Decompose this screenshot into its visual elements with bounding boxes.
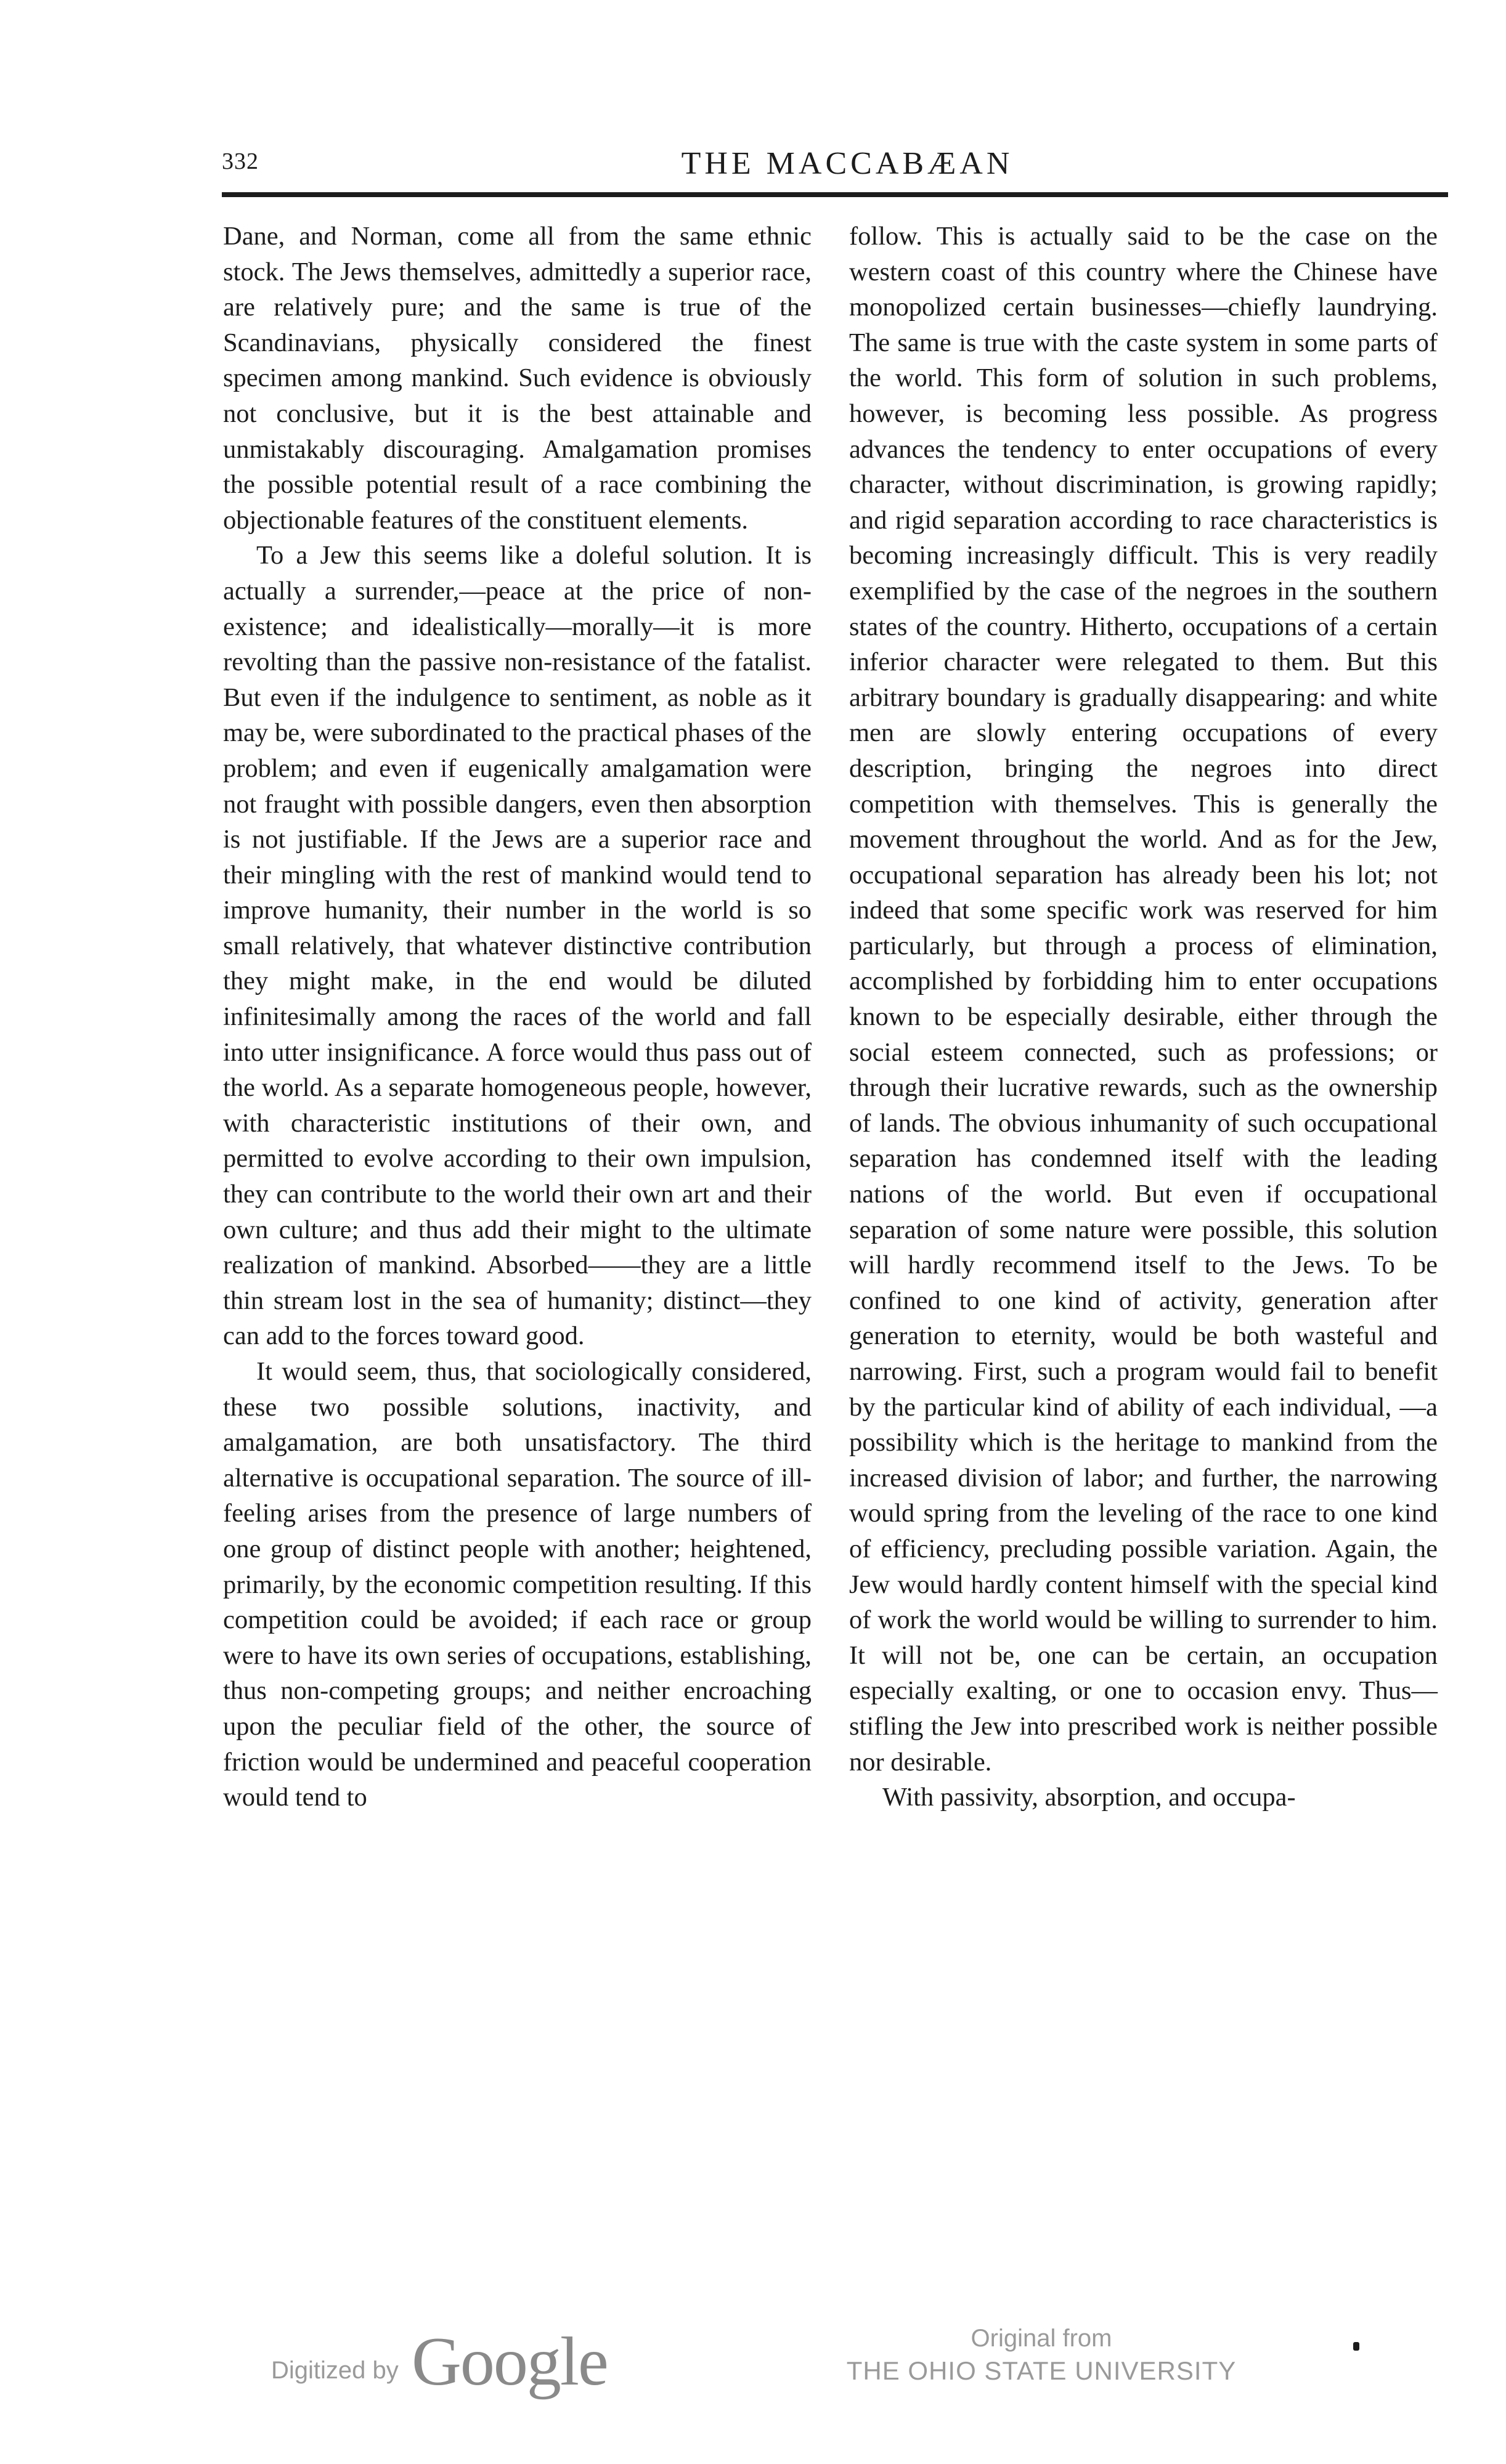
right-column (849, 219, 1438, 1815)
digitized-label: Digitized by (271, 2357, 399, 2384)
original-label: Original from (971, 2325, 1112, 2352)
ink-mark (1353, 2342, 1359, 2351)
running-header (222, 145, 1448, 195)
original-from-watermark (826, 2322, 1257, 2388)
paragraph: It would seem, thus, that sociologically considered, these two possible solutions, inactivity, and amalgamation, are both unsatisfactory. The third alternative is occupational separation. The source of ill-feeling arises from the presence of large numbers of one group of distinct people with another; heightened, primarily, by the economic competition resulting. If this competition could be avoided; if each race or group were to have its own series of occupations, establishing, thus non-competing groups; and neither encroaching upon the peculiar field of the other, the source of friction would be undermined and peaceful cooperation would tend to (223, 1357, 812, 1812)
original-institution: THE OHIO STATE UNIVERSITY (846, 2356, 1237, 2385)
left-column (223, 219, 812, 1815)
digitized-by-watermark (271, 2322, 616, 2400)
paragraph: follow. This is actually said to be the case on the western coast of this country where the Chinese have monopolized certain businesses—chiefly laundrying. The same is true with the caste system in some parts of the world. This form of solution in such problems, however, is becoming less possible. As progress advances the tendency to enter occupations of every character, without discrimination, is growing rapidly; and rigid separation according to race characteristics is becoming increasingly difficult. This is very readily exemplified by the case of the negroes in the southern states of the country. Hitherto, occupations of a certain inferior character were relegated to them. But this arbitrary boundary is gradually disappearing: and white men are slowly entering occupations of every description, bringing the negroes into direct competition with themselves. This is generally the movement throughout the world. And as for the Jew, occupational separation has already been his lot; not indeed that some specific work was reserved for him particularly, but through a process of elimination, accomplished by forbidding him to enter occupations known to be especially desirable, either through the social esteem connected, such as professions; or through their lucrative rewards, such as the ownership of lands. The obvious inhumanity of such occupational separation has condemned itself with the leading nations of the world. But even if occupational separation of some nature were possible, this solution will hardly recommend itself to the Jews. To be confined to one kind of activity, generation after generation to eternity, would be both wasteful and narrowing. First, such a program would fail to benefit by the particular kind of ability of each individual, —a possibility which is the heritage to mankind from the increased division of labor; and further, the narrowing would spring from the leveling of the race to one kind of efficiency, precluding possible variation. Again, the Jew would hardly content himself with the special kind of work the world would be willing to surrender to him. It will not be, one can be certain, an occupation especially exalting, or one to occasion envy. Thus—stifling the Jew into prescribed work is neither possible nor desirable. (849, 222, 1438, 1777)
paragraph: With passivity, absorption, and occupa- (882, 1783, 1296, 1812)
google-logo: Google (412, 2324, 608, 2400)
paragraph: To a Jew this seems like a doleful solution. It is actually a surrender,—peace at the price of non-existence; and idealistically—morally—it is more revolting than the passive non-resistance of the fatalist. But even if the indulgence to sentiment, as noble as it may be, were subordinated to the practical phases of the problem; and even if eugenically amalgamation were not fraught with possible dangers, even then absorption is not justifiable. If the Jews are a superior race and their mingling with the rest of mankind would tend to improve humanity, their number in the world is so small relatively, that whatever distinctive contribution they might make, in the end would be diluted infinitesimally among the races of the world and fall into utter insignificance. A force would thus pass out of the world. As a separate homogeneous people, however, with characteristic institutions of their own, and permitted to evolve according to their own impulsion, they can contribute to the world their own art and their own culture; and thus add their might to the ultimate realization of mankind. Absorbed——they are a little thin stream lost in the sea of humanity; distinct—they can add to the forces toward good. (223, 541, 812, 1351)
paragraph: Dane, and Norman, come all from the same ethnic stock. The Jews themselves, admittedly a superior race, are relatively pure; and the same is true of the Scandinavians, physically considered the finest specimen among mankind. Such evidence is obviously not conclusive, but it is the best attainable and unmistakably discouraging. Amalgamation promises the possible potential result of a race combining the objectionable features of the constituent elements. (223, 222, 812, 535)
header-rule (222, 192, 1448, 197)
journal-title: THE MACCABÆAN (681, 146, 1014, 181)
page-number: 332 (222, 148, 259, 174)
